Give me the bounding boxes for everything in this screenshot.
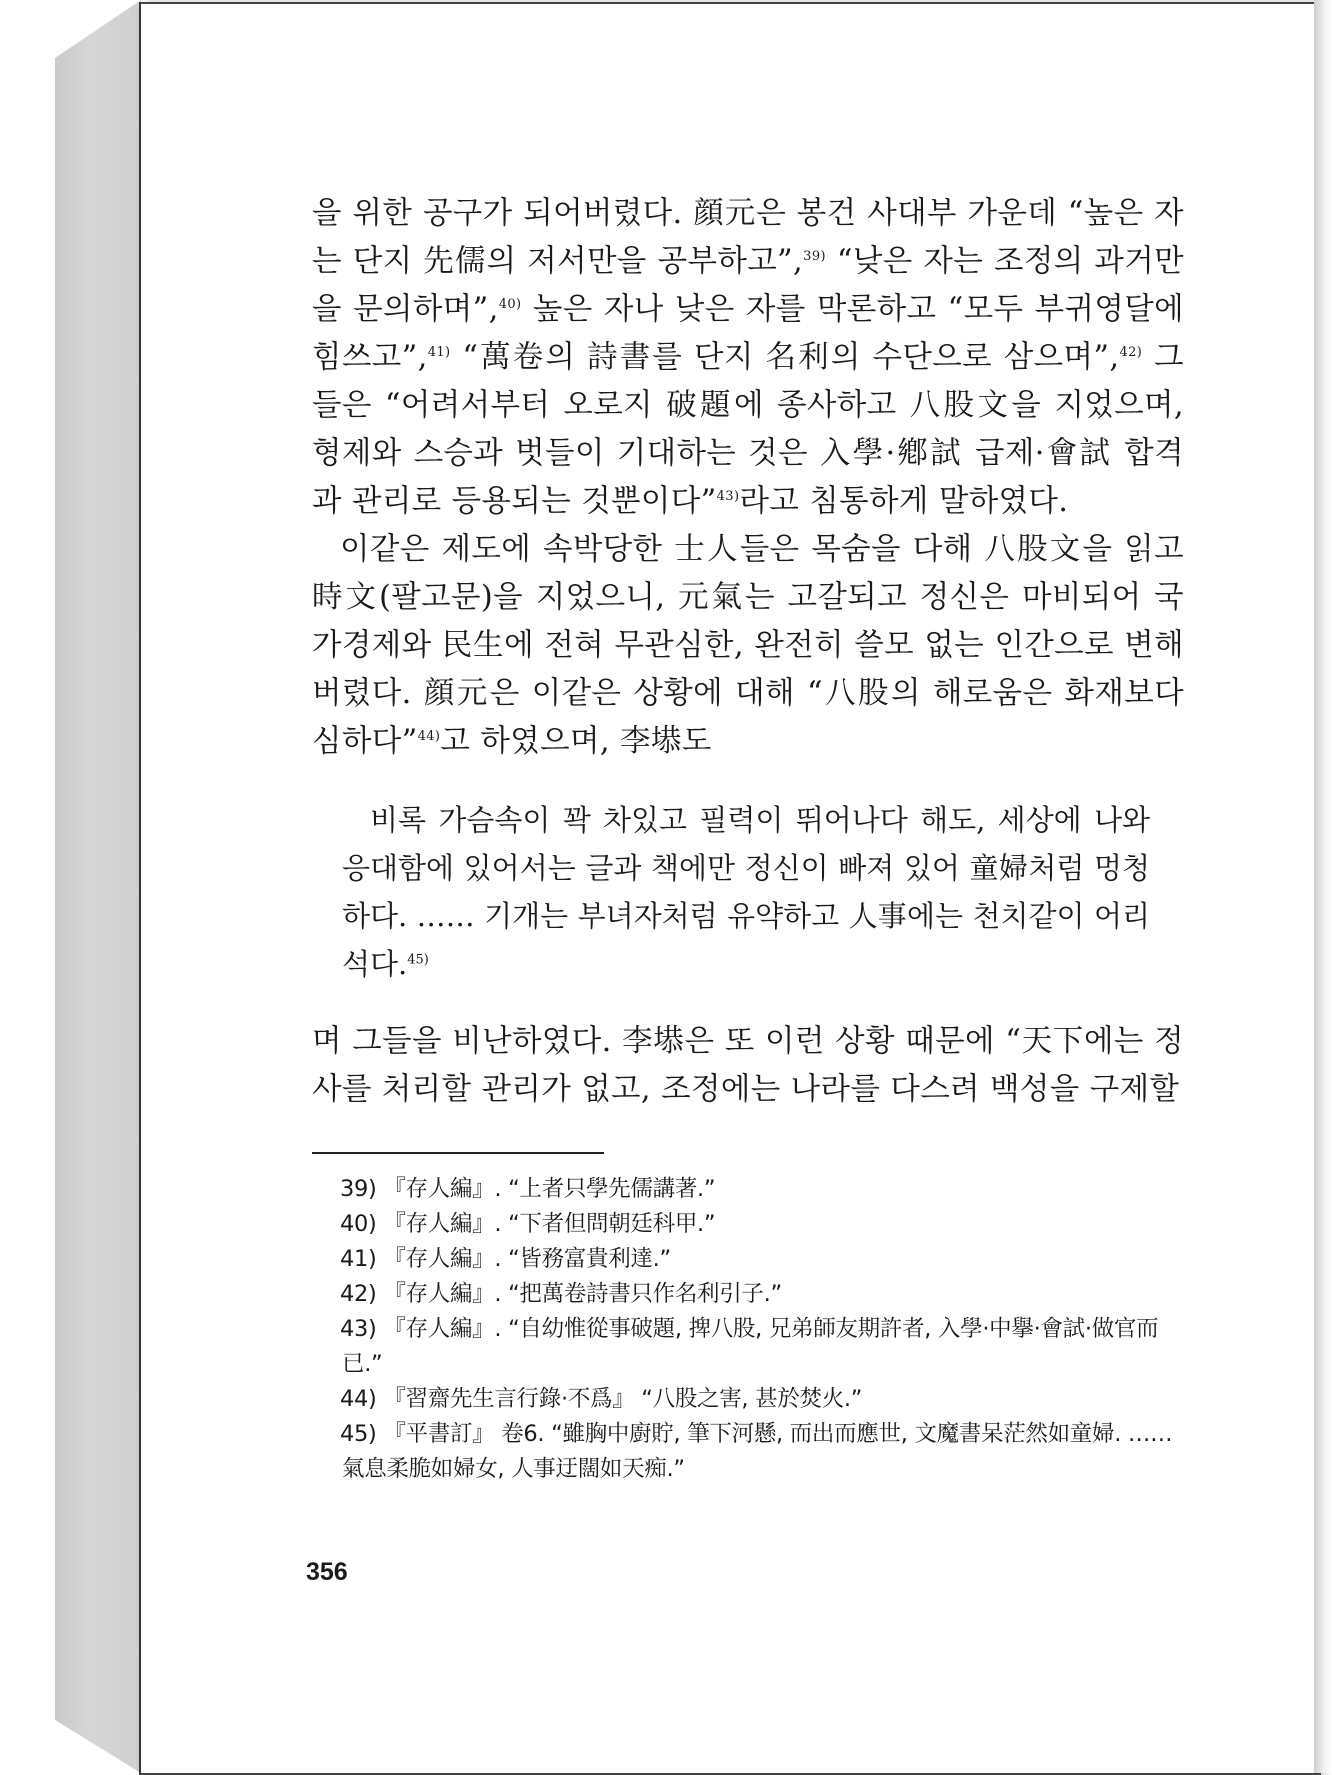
footnote-44: 44) 『習齋先生言行錄·不爲』 “八股之害, 甚於焚火.” — [340, 1386, 863, 1412]
text-run: “낮은 자는 조정의 과거만을 문의하며”, — [312, 244, 1184, 327]
text-run: 이같은 제도에 속박당한 士人들은 목숨을 다해 八股文을 읽고 時文(팔고문)을 지었으니, 元氣는 고갈되고 정신은 마비되어 국가경제와 民生에 전혀 무관심한, 완전히 쓸모 없는 인간으로 변해버렸다. 顔元은 이같은 상황에 대해 “八股의 해로움은 화재보다 심하다” — [312, 532, 1184, 759]
text-run: 라고 침통하게 말하였다. — [739, 484, 1069, 519]
text-run: 고 하였으며, 李塨도 — [440, 724, 712, 759]
page-edge-shadow — [1314, 0, 1332, 1773]
book-spine — [55, 0, 141, 1773]
page-number: 356 — [306, 1558, 348, 1586]
footnote-39: 39) 『存人編』. “上者只學先儒講著.” — [340, 1176, 716, 1202]
block-quote — [342, 796, 1150, 988]
footnote-ref-40: 40) — [498, 296, 522, 312]
page-content — [312, 190, 1184, 1487]
quote-text: 비록 가슴속이 꽉 차있고 필력이 뛰어나다 해도, 세상에 나와 응대함에 있어서는 글과 책에만 정신이 빠져 있어 童婦처럼 멍청하다. …… 기개는 부녀자처럼 유약하고 人事에는 천치같이 어리석다. — [342, 803, 1150, 981]
text-run: 높은 자나 낮은 자를 막론하고 “모두 부귀영달에 힘쓰고”, — [312, 292, 1184, 375]
footnote-40: 40) 『存人編』. “下者但問朝廷科甲.” — [340, 1211, 716, 1237]
text-run: 그들은 “어려서부터 오로지 破題에 종사하고 八股文을 지었으며, 형제와 스승과 벗들이 기대하는 것은 入學·鄕試 급제·會試 합격과 관리로 등용되는 것뿐이다” — [312, 340, 1184, 519]
footnote-list — [312, 1172, 1184, 1487]
paragraph-2 — [312, 526, 1184, 766]
text-run: 을 위한 공구가 되어버렸다. 顔元은 봉건 사대부 가운데 “높은 자는 단지 先儒의 저서만을 공부하고”, — [312, 196, 1184, 279]
paragraph-3: 며 그들을 비난하였다. 李塨은 또 이런 상황 때문에 “天下에는 정사를 처리할 관리가 없고, 조정에는 나라를 다스려 백성을 구제할 — [312, 1024, 1184, 1107]
footnote-42: 42) 『存人編』. “把萬卷詩書只作名利引子.” — [340, 1281, 782, 1307]
footnote-45: 45) 『平書訂』 卷6. “雖胸中廚貯, 筆下河懸, 而出而應世, 文魔書呆茫然如童婦. …… 氣息柔脆如婦女, 人事迂闊如天痴.” — [340, 1421, 1173, 1482]
footnote-ref-45: 45) — [407, 952, 429, 968]
footnote-43: 43) 『存人編』. “自幼惟從事破題, 捭八股, 兄弟師友期許者, 入學·中擧·會試·做官而已.” — [340, 1316, 1159, 1377]
footnote-ref-39: 39) — [803, 248, 826, 264]
footnote-ref-43: 43) — [716, 488, 740, 504]
footnote-ref-41: 41) — [427, 344, 451, 360]
footnote-ref-42: 42) — [1119, 344, 1143, 360]
footnote-divider — [312, 1152, 604, 1154]
text-run: “萬卷의 詩書를 단지 名利의 수단으로 삼으며”, — [450, 340, 1120, 375]
footnote-41: 41) 『存人編』. “皆務富貴利達.” — [340, 1246, 671, 1272]
footnote-ref-44: 44) — [417, 728, 441, 744]
paragraph-1 — [312, 190, 1184, 526]
